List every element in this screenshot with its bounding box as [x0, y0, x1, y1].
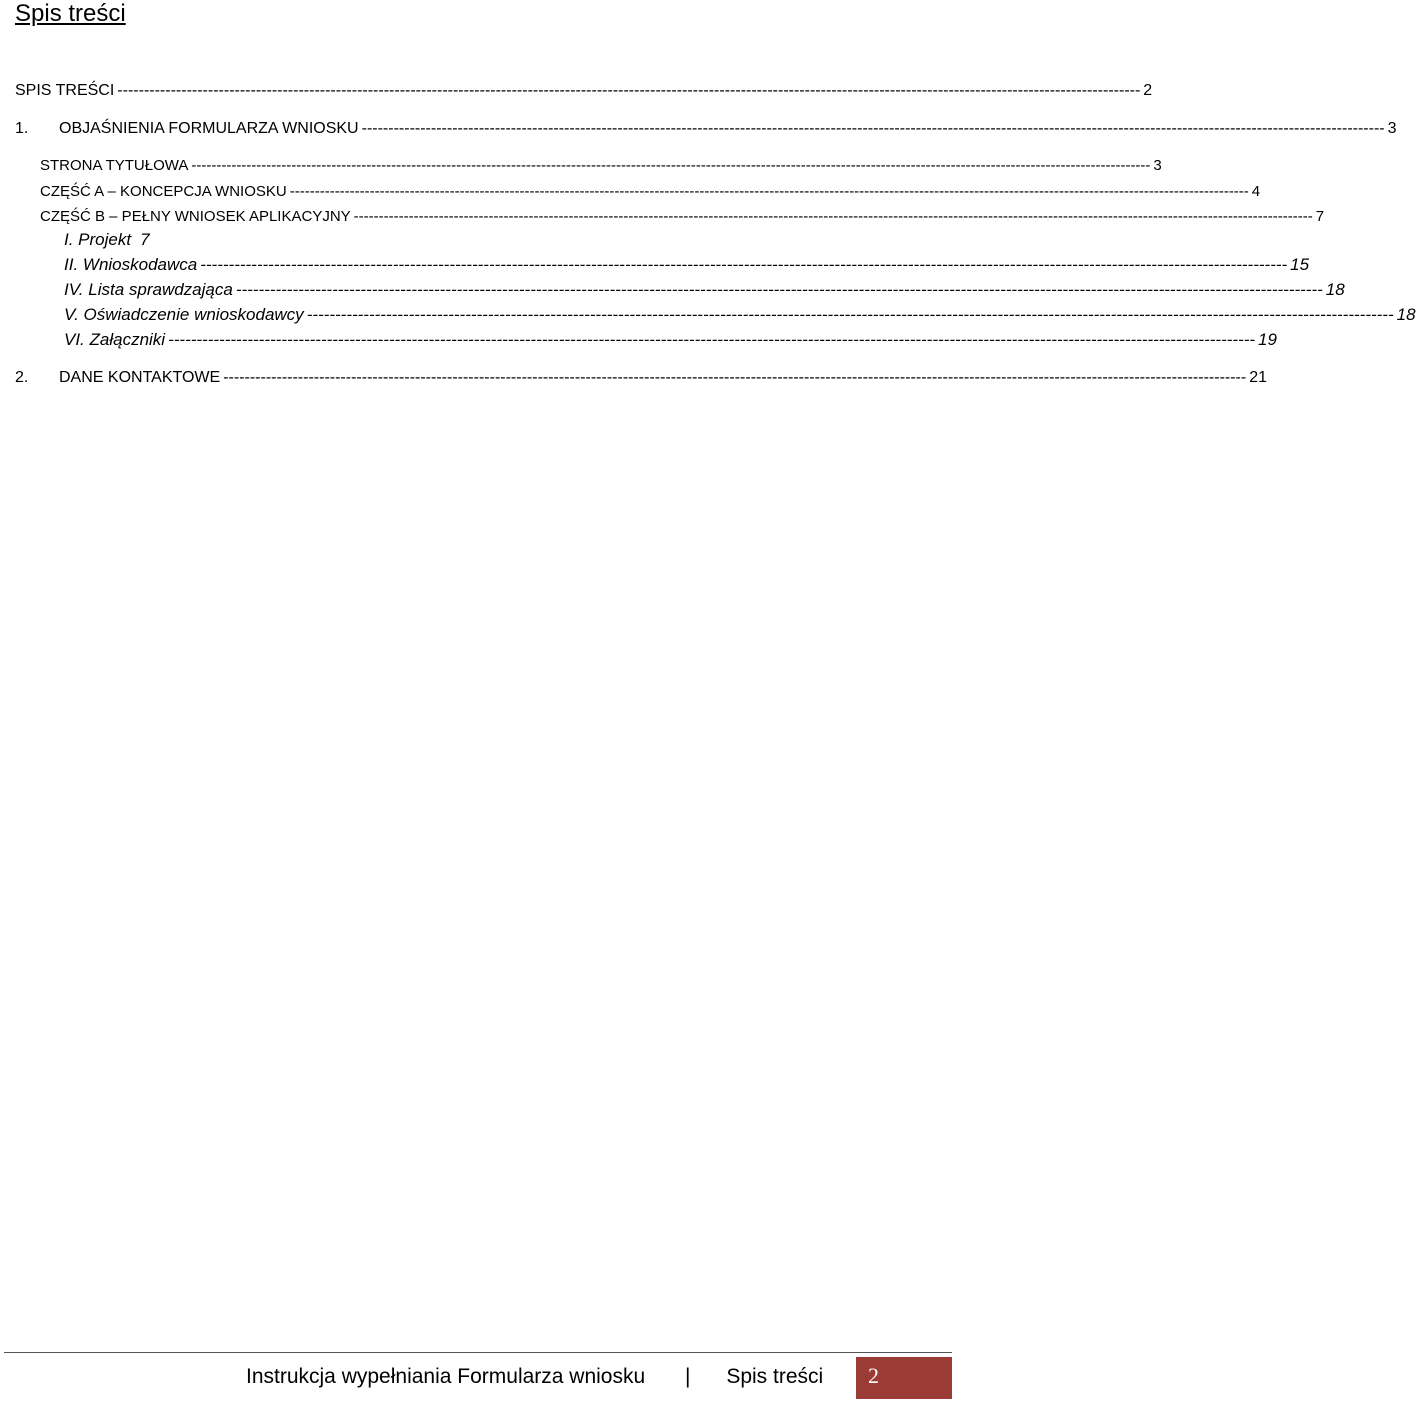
toc-entry-spis-tresci[interactable]	[15, 78, 1153, 100]
toc-entry-label: V. Oświadczenie wnioskodawcy	[64, 305, 304, 324]
toc-leader: ------------------------------------------------------------------------------------------------------------------------------------------------------------------------------------------------	[168, 330, 1256, 349]
toc-entry-label: OBJAŚNIENIA FORMULARZA WNIOSKU	[59, 120, 359, 137]
toc-page-number: 18	[1396, 305, 1416, 324]
footer-section: Spis treści	[726, 1365, 824, 1388]
footer-separator: |	[685, 1365, 691, 1388]
toc-leader: ------------------------------------------------------------------------------------------------------------------------------------------------------------------------------------------------	[306, 305, 1394, 324]
toc-entry-label: II. Wnioskodawca	[64, 255, 198, 274]
toc-page-number: 3	[1387, 120, 1397, 137]
toc-entry-label: IV. Lista sprawdzająca	[64, 280, 233, 299]
footer-divider	[4, 1352, 952, 1353]
toc-entry-label: CZĘŚĆ B – PEŁNY WNIOSEK APLIKACYJNY	[40, 208, 351, 225]
toc-entry-zalaczniki[interactable]	[64, 328, 1277, 350]
toc-leader: ------------------------------------------------------------------------------------------------------------------------------------------------------------------------------------------------	[235, 280, 1323, 299]
toc-leader: ------------------------------------------------------------------------------------------------------------------------------------------------------------------------------------------------	[353, 208, 1313, 225]
toc-leader: ------------------------------------------------------------------------------------------------------------------------------------------------------------------------------------------------	[200, 255, 1288, 274]
footer-page-number: 2	[868, 1363, 879, 1388]
toc-entry-label: VI. Załączniki	[64, 330, 166, 349]
toc-page-number: 21	[1249, 369, 1267, 386]
toc-entry-oswiadczenie[interactable]	[64, 303, 1416, 325]
toc-entry-number: 2.	[15, 369, 29, 386]
toc-leader: ------------------------------------------------------------------------------------------------------------------------------------------------------------------------------------------------	[223, 369, 1247, 386]
toc-entry-number: 1.	[15, 120, 29, 137]
toc-entry-objasnienia[interactable]	[15, 116, 1397, 138]
toc-entry-dane-kontaktowe[interactable]	[15, 365, 1267, 387]
toc-entry-label: I. Projekt	[64, 230, 132, 249]
toc-entry-strona-tytulowa[interactable]	[40, 152, 1162, 174]
toc-entry-label: CZĘŚĆ A – KONCEPCJA WNIOSKU	[40, 183, 287, 200]
toc-entry-label: SPIS TREŚCI	[15, 82, 115, 99]
toc-entry-label: STRONA TYTUŁOWA	[40, 157, 189, 174]
toc-entry-wnioskodawca[interactable]	[64, 253, 1310, 275]
toc-page-number: 7	[1315, 208, 1325, 225]
toc-page-number: 2	[1143, 82, 1153, 99]
toc-page-number: 4	[1251, 183, 1261, 200]
toc-entry-label: DANE KONTAKTOWE	[59, 369, 221, 386]
toc-entry-lista-sprawdzajaca[interactable]	[64, 278, 1345, 300]
toc-leader: ------------------------------------------------------------------------------------------------------------------------------------------------------------------------------------------------	[289, 183, 1249, 200]
toc-page-number: 19	[1258, 330, 1277, 349]
footer-doc-title: Instrukcja wypełniania Formularza wniosku	[246, 1365, 646, 1388]
toc-entry-czesc-a[interactable]	[40, 178, 1261, 200]
footer-text	[246, 1363, 823, 1391]
toc-page-number: 15	[1290, 255, 1310, 274]
toc-page-number: 7	[140, 230, 150, 249]
page-title: Spis treści	[15, 0, 126, 27]
page-footer	[0, 1357, 960, 1399]
toc-leader: ------------------------------------------------------------------------------------------------------------------------------------------------------------------------------------------------	[117, 82, 1141, 99]
toc-page-number: 18	[1325, 280, 1345, 299]
toc-leader: ------------------------------------------------------------------------------------------------------------------------------------------------------------------------------------------------	[361, 120, 1385, 137]
toc-leader: ------------------------------------------------------------------------------------------------------------------------------------------------------------------------------------------------	[191, 157, 1151, 174]
toc-entry-projekt[interactable]	[64, 228, 150, 250]
footer-page-box	[856, 1357, 952, 1399]
toc-entry-czesc-b[interactable]	[40, 203, 1325, 225]
toc-page-number: 3	[1153, 157, 1162, 174]
